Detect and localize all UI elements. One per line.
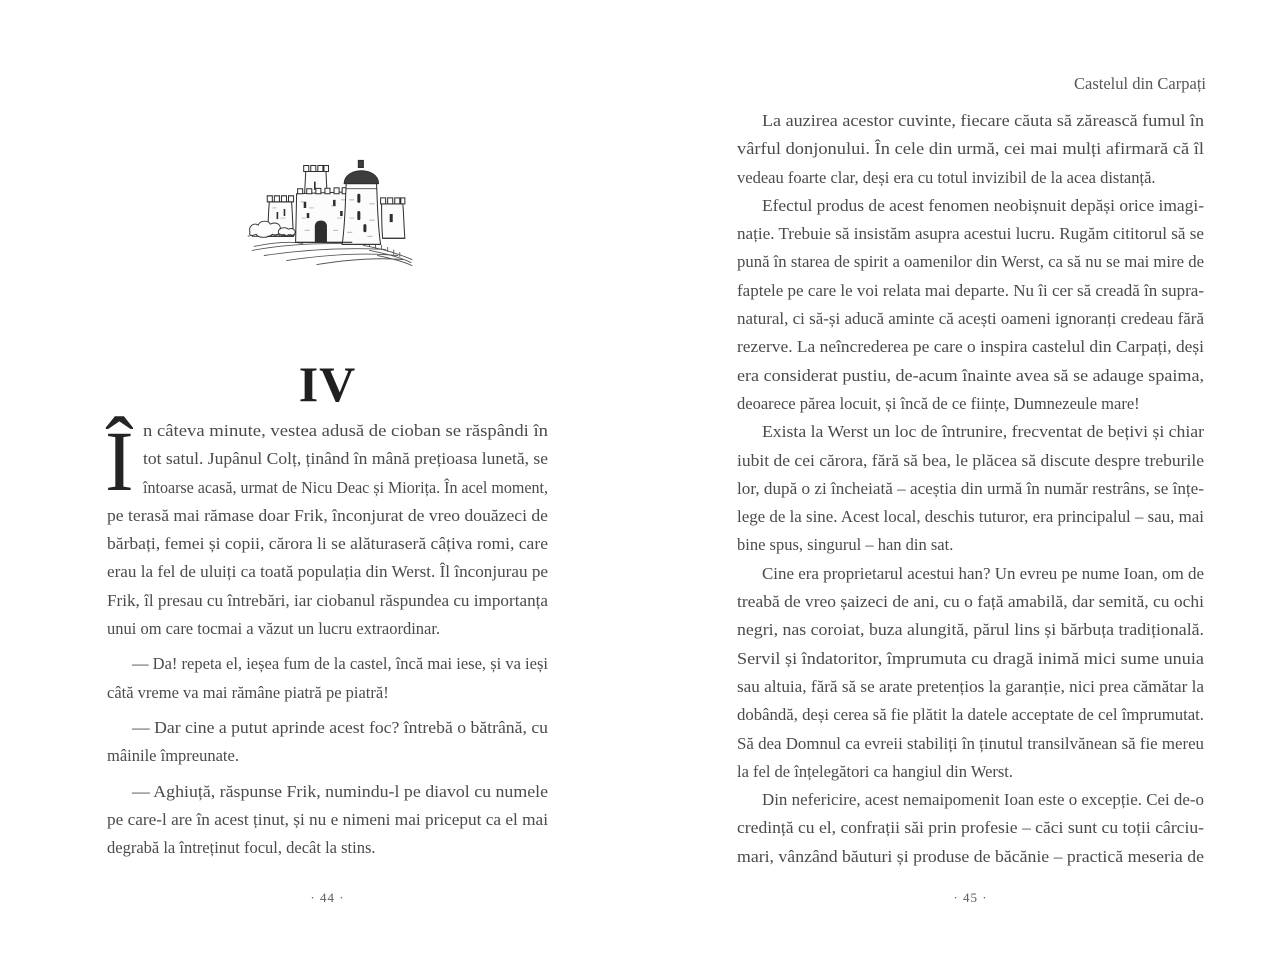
text-line-content: n câteva minute, vestea adusă de cioban se răspândi în (143, 421, 548, 440)
paragraph (737, 418, 1204, 559)
text-line (737, 673, 1204, 701)
text-line (737, 305, 1204, 333)
text-line (737, 390, 1204, 418)
page-number-left: · 44 · (310, 890, 345, 905)
text-line-content: nație. Trebuie să insistăm asupra acestui lucru. Rugăm cititorul să se (737, 224, 1204, 244)
text-line-content: tot satul. Jupânul Colț, ținând în mână prețioasa lunetă, se (143, 449, 548, 469)
text-line (737, 107, 1204, 135)
text-line-content: sau altuia, fără să se arate pretențios la garanție, nici prea cămătar la (737, 676, 1204, 696)
text-line (737, 786, 1204, 814)
text-line (737, 277, 1204, 305)
text-line (737, 645, 1204, 673)
text-line-content: întoarse acasă, urmat de Nicu Deac și Miorița. În acel moment, (143, 477, 548, 497)
text-line (737, 560, 1204, 588)
text-line-content: pună în starea de spirit a oamenilor din Werst, ca să nu se mai mire de (737, 252, 1204, 272)
text-line (107, 714, 548, 742)
page-number-right: · 45 · (953, 890, 988, 905)
text-line-content: vârful donjonului. În cele din urmă, cei mai mulți afirmară că îl (737, 139, 1204, 159)
text-line-content: credință cu el, confrații săi prin profesie – căci sunt cu toții cârciu- (737, 818, 1204, 838)
text-line-content: Efectul produs de acest fenomen neobișnuit depăși orice imagi- (762, 195, 1204, 215)
text-line-content: Frik, îl presau cu întrebări, iar ciobanul răspundea cu importanța (107, 590, 548, 610)
text-line (737, 418, 1204, 446)
text-line (737, 164, 1204, 192)
chapter-illustration (244, 155, 416, 269)
text-line (107, 650, 548, 678)
text-line (107, 679, 548, 707)
text-line-content: — Da! repeta el, ieșea fum de la castel, încă mai iese, și va ieși (132, 654, 548, 674)
text-line-content: pe care-l are în acest ținut, și nu e nimeni mai priceput ca el mai (107, 809, 548, 829)
text-line (107, 778, 548, 806)
text-line (737, 447, 1204, 475)
text-line-content: Din nefericire, acest nemaipomenit Ioan este o excepție. Cei de-o (762, 790, 1204, 810)
drop-cap: Î (105, 413, 134, 509)
castle-drawing (244, 155, 416, 269)
paragraph (737, 560, 1204, 786)
text-line-content: deoarece părea locuit, și încă de ce ființe, Dumnezeule mare! (737, 393, 1140, 413)
text-line (737, 814, 1204, 842)
text-line-content: mari, vânzând băuturi și produse de băcănie – practică meseria de (737, 846, 1204, 866)
text-line-content: câtă vreme va mai rămâne piatră pe piatră! (107, 682, 389, 702)
text-line (737, 616, 1204, 644)
text-line-content: negri, nas coroiat, buza alungită, părul lins și bărbuța tradițională. (737, 620, 1204, 640)
paragraph (107, 778, 548, 863)
text-line-content: natural, ci să-și aducă aminte că acești oameni ignoranți credeau fără (737, 309, 1204, 329)
paragraph (105, 413, 548, 643)
text-line-content: — Aghiuță, răspunse Frik, numindu-l pe diavol cu numele (132, 781, 548, 801)
text-line-content: la fel de înțelegători ca hangiul din Werst. (737, 761, 1014, 781)
text-line (107, 587, 548, 615)
paragraph (737, 786, 1204, 871)
text-line-content: unui om care tocmai a văzut un lucru extraordinar. (107, 619, 441, 639)
text-line (107, 530, 548, 558)
text-line (107, 742, 548, 770)
left-text-column (105, 413, 548, 862)
text-line (107, 615, 548, 643)
text-line (737, 220, 1204, 248)
text-line (107, 445, 548, 473)
text-line-content: lege de la sine. Acest local, deschis tuturor, era principalul – sau, mai (737, 507, 1204, 527)
text-line (107, 806, 548, 834)
text-line (737, 503, 1204, 531)
text-line-content: iubit de cei cărora, fără să bea, le plăcea să discute despre treburile (737, 450, 1204, 470)
text-line (107, 474, 548, 502)
text-line-content: treabă de vreo șaizeci de ani, cu o față amabilă, dar semită, cu ochi (737, 592, 1204, 612)
text-line (737, 730, 1204, 758)
text-line (737, 701, 1204, 729)
paragraph (737, 107, 1204, 192)
text-line-content: Servil și îndatoritor, împrumuta cu dragă inimă mici sume unuia (737, 648, 1204, 668)
text-line-content: Exista la Werst un loc de întrunire, frecventat de bețivi și chiar (762, 422, 1204, 442)
text-line-content: pe terasă mai rămase doar Frik, înconjurat de vreo douăzeci de (107, 505, 548, 525)
text-line (737, 531, 1204, 559)
text-line-content: rezerve. La neîncrederea pe care o inspira castelul din Carpați, deși (737, 337, 1204, 357)
text-line (737, 333, 1204, 361)
text-line-content: bărbați, femei și copii, cărora li se alăturaseră câțiva romi, care (107, 534, 548, 554)
text-line (737, 758, 1204, 786)
text-line (737, 192, 1204, 220)
paragraph (107, 714, 548, 771)
chapter-number-heading: IV (298, 355, 357, 412)
text-line-content: — Dar cine a putut aprinde acest foc? întrebă o bătrână, cu (132, 717, 548, 737)
paragraph (107, 650, 548, 707)
text-line (737, 475, 1204, 503)
text-line-content: dobândă, deși cerea să fie plătit la datele acceptate de cel împrumutat. (737, 705, 1204, 725)
text-line-content: bine spus, singurul – han din sat. (737, 535, 954, 555)
text-line-content: era considerat pustiu, de-acum înainte avea să se adauge spaima, (737, 365, 1204, 385)
text-line-content: La auzirea acestor cuvinte, fiecare căuta să zărească fumul în (762, 111, 1204, 130)
text-line (107, 834, 548, 862)
text-line-content: Cine era proprietarul acestui han? Un evreu pe nume Ioan, om de (762, 563, 1204, 583)
text-line (107, 417, 548, 445)
text-line (737, 135, 1204, 163)
page-right (640, 0, 1280, 963)
text-line (737, 843, 1204, 871)
running-header: Castelul din Carpați (1074, 74, 1206, 93)
text-line (107, 558, 548, 586)
right-text-column (737, 107, 1204, 871)
text-line (737, 362, 1204, 390)
text-line-content: faptele pe care le voi relata mai departe. Nu îi cer să creadă în supra- (737, 280, 1204, 300)
text-line-content: degrabă la întreținut focul, decât la stins. (107, 838, 376, 858)
text-line-content: mâinile împreunate. (107, 746, 239, 766)
paragraph (737, 192, 1204, 418)
text-line-content: erau la fel de uluiți ca toată populația din Werst. Îl înconjurau pe (107, 562, 548, 582)
text-line (737, 248, 1204, 276)
text-line (107, 502, 548, 530)
text-line-content: vedeau foarte clar, deși era cu totul invizibil de la acea distanță. (737, 167, 1156, 187)
text-line-content: Să dea Domnul ca evreii stabiliți în ținutul transilvănean să fie mereu (737, 733, 1204, 753)
text-line (737, 588, 1204, 616)
text-line-content: lor, după o zi încheiată – aceștia din urmă în număr restrâns, se înțe- (737, 478, 1204, 498)
